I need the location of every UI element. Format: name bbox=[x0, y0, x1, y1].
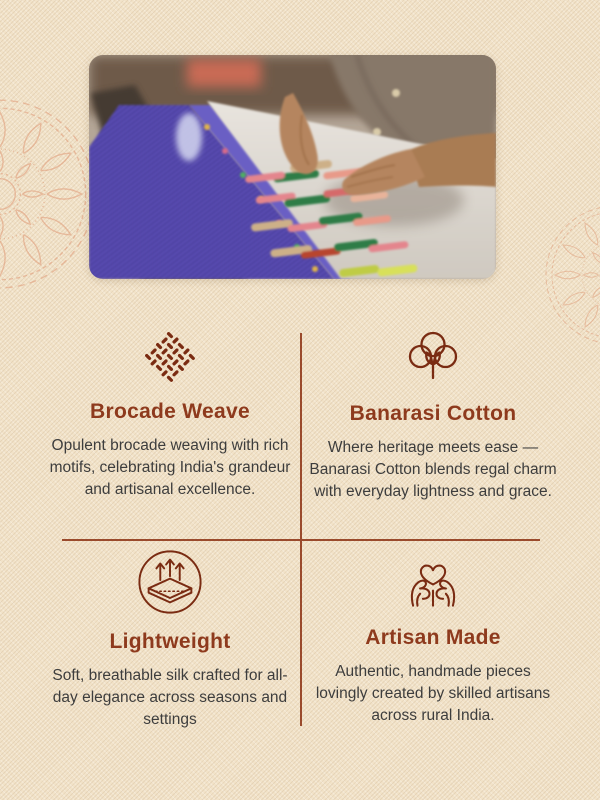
feature-description: Opulent brocade weaving with rich motifs, celebrating India's grandeur and artisanal excellence. bbox=[49, 437, 291, 499]
cotton-boll-icon bbox=[403, 328, 463, 388]
lightweight-icon bbox=[136, 548, 204, 616]
feature-title: Artisan Made bbox=[365, 626, 501, 649]
feature-card-artisan-made bbox=[308, 548, 558, 727]
grid-divider-vertical bbox=[300, 333, 302, 726]
feature-title: Banarasi Cotton bbox=[349, 402, 517, 425]
grid-divider-horizontal bbox=[62, 539, 540, 541]
feature-title: Lightweight bbox=[109, 630, 231, 653]
feature-description: Where heritage meets ease —Banarasi Cotton blends regal charm with everyday lightness and grace. bbox=[309, 439, 557, 501]
feature-card-lightweight bbox=[45, 548, 295, 731]
feature-description: Soft, breathable silk crafted for all-day elegance across seasons and settings bbox=[52, 667, 288, 729]
feature-card-brocade-weave bbox=[45, 328, 295, 501]
feature-description: Authentic, handmade pieces lovingly created by skilled artisans across rural India. bbox=[315, 663, 551, 725]
brocade-weave-icon bbox=[141, 328, 199, 386]
feature-card-banarasi-cotton bbox=[308, 328, 558, 503]
artisan-hands-icon bbox=[402, 548, 464, 612]
feature-title: Brocade Weave bbox=[90, 400, 250, 423]
